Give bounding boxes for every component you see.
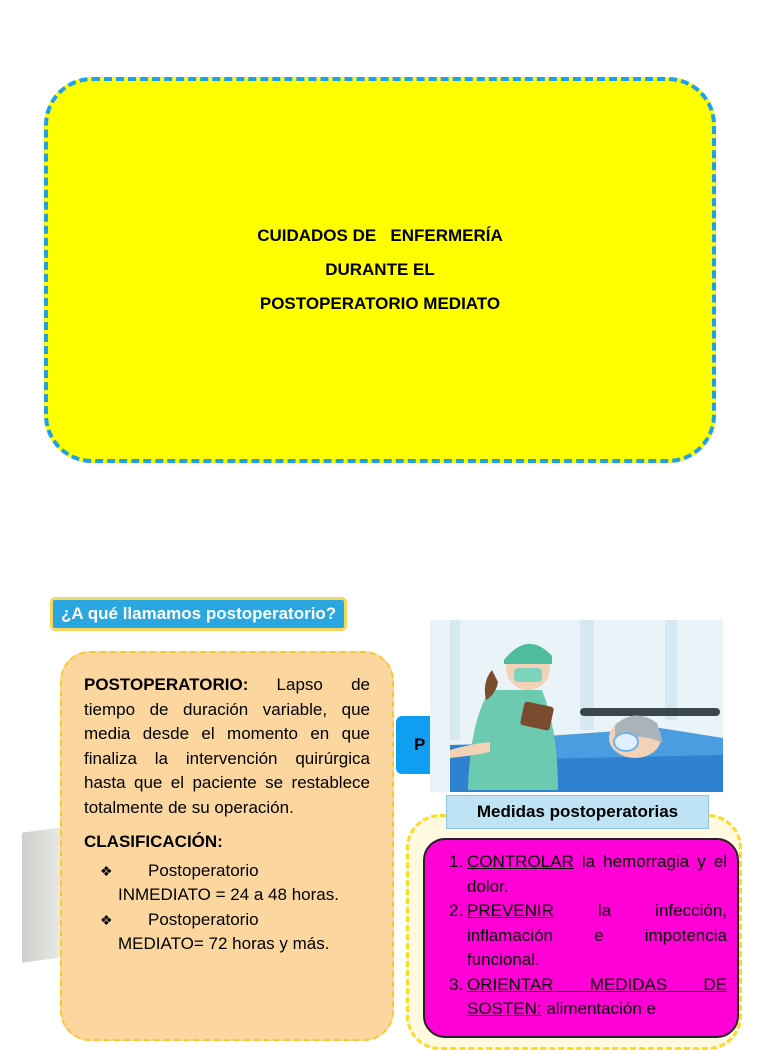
- measure-item: [449, 973, 727, 1022]
- nurse-illustration: [430, 620, 723, 792]
- classification-heading: CLASIFICACIÓN:: [84, 832, 223, 851]
- title-line-2: DURANTE EL: [325, 260, 435, 279]
- question-label: ¿A qué llamamos postoperatorio?: [50, 597, 347, 631]
- classification-item-detail: INMEDIATO = 24 a 48 horas.: [118, 885, 339, 904]
- measures-heading: Medidas postoperatorias: [446, 795, 709, 829]
- definition-body: Lapso de tiempo de duración variable, que media desde el momento en que finaliza la intervención quirúrgica hasta que el paciente se restablece totalmente de su operación.: [84, 675, 370, 817]
- photo-fragment: [22, 827, 62, 963]
- measure-text: la infección, inflamación e impotencia funcional.: [467, 901, 727, 969]
- classification-item: [84, 859, 370, 908]
- measure-key: ORIENTAR MEDIDAS DE SOSTEN:: [467, 974, 727, 1018]
- page-title: [257, 219, 503, 321]
- measure-number: 3.: [449, 974, 464, 994]
- classification-item-detail: MEDIATO= 72 horas y más.: [118, 934, 330, 953]
- measure-number: 1.: [449, 852, 464, 871]
- classification-item: [84, 908, 370, 957]
- definition-term: POSTOPERATORIO:: [84, 675, 249, 694]
- measure-item: [449, 850, 727, 899]
- diamond-bullet-icon: ❖: [100, 862, 113, 879]
- measure-item: [449, 899, 727, 973]
- title-line-3: POSTOPERATORIO MEDIATO: [259, 294, 501, 313]
- measure-key: PREVENIR: [467, 901, 554, 920]
- classification-item-label: Postoperatorio: [148, 860, 259, 880]
- measure-text: la hemorragia y el dolor.: [467, 852, 727, 896]
- measures-card: [423, 838, 739, 1038]
- classification-item-label: Postoperatorio: [148, 909, 259, 929]
- measure-text: alimentación e: [541, 999, 656, 1018]
- diamond-bullet-icon: ❖: [100, 911, 113, 928]
- partial-label: P: [396, 716, 442, 774]
- measure-number: 2.: [449, 901, 464, 920]
- measure-key: CONTROLAR: [467, 852, 574, 871]
- title-card: [44, 77, 716, 463]
- definition-paragraph: [84, 673, 370, 820]
- definition-card: [60, 651, 394, 1041]
- title-line-1: CUIDADOS DE ENFERMERÍA: [257, 226, 503, 245]
